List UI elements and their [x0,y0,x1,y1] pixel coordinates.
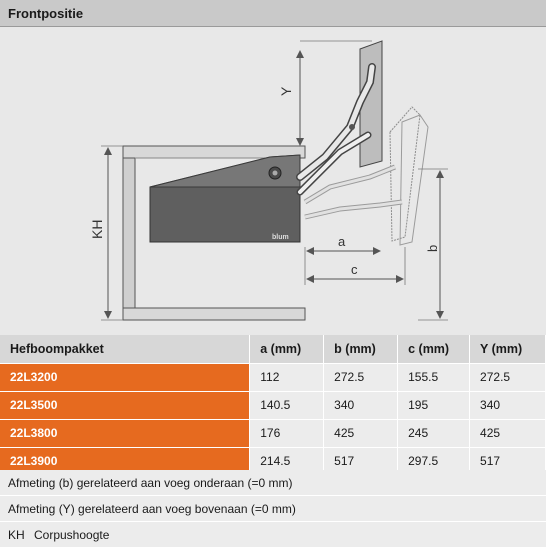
note-b: Afmeting (b) gerelateerd aan voeg onderaan (=0 mm) [0,470,546,496]
notes-section [0,470,546,548]
brand-logo: blum [272,234,289,241]
label-c: c [351,262,358,277]
cell-y: 517 [470,447,546,475]
note-kh-abbr: KH [8,528,25,542]
cell-y: 272.5 [470,363,546,391]
label-y: Y [278,86,294,96]
label-a: a [338,234,346,249]
cell-y: 340 [470,391,546,419]
row-code: 22L3500 [0,391,250,419]
table-row [0,391,546,419]
note-kh-text: Corpushoogte [34,528,110,542]
cell-c: 155.5 [398,363,470,391]
table-header-row [0,335,546,363]
dimension-kh [89,146,123,320]
note-y: Afmeting (Y) gerelateerd aan voeg bovenaan (=0 mm) [0,496,546,522]
label-b: b [425,244,440,252]
page-title: Frontpositie [8,6,84,21]
table-row [0,419,546,447]
table-row [0,363,546,391]
cell-c: 245 [398,419,470,447]
cell-a: 112 [250,363,324,391]
col-header-a: a (mm) [250,335,324,363]
lift-mechanism [150,155,300,242]
dimension-y [278,41,372,145]
col-header-b: b (mm) [324,335,398,363]
note-kh [0,522,546,548]
dimension-c [305,247,405,285]
col-header-y: Y (mm) [470,335,546,363]
col-header-c: c (mm) [398,335,470,363]
cell-b: 517 [324,447,398,475]
cell-a: 214.5 [250,447,324,475]
dimension-a [305,234,380,257]
diagram-svg [0,27,546,335]
spec-table [0,335,546,476]
title-bar [0,0,546,27]
col-header-hefboompakket: Hefboompakket [0,335,250,363]
cell-y: 425 [470,419,546,447]
cell-c: 297.5 [398,447,470,475]
cell-a: 176 [250,419,324,447]
cell-b: 425 [324,419,398,447]
cell-b: 272.5 [324,363,398,391]
dimension-b [418,169,448,320]
front-panel-open [300,41,382,192]
cell-c: 195 [398,391,470,419]
cell-a: 140.5 [250,391,324,419]
cell-b: 340 [324,391,398,419]
row-code: 22L3900 [0,447,250,475]
technical-diagram [0,27,546,335]
label-kh: KH [89,219,105,239]
row-code: 22L3200 [0,363,250,391]
row-code: 22L3800 [0,419,250,447]
